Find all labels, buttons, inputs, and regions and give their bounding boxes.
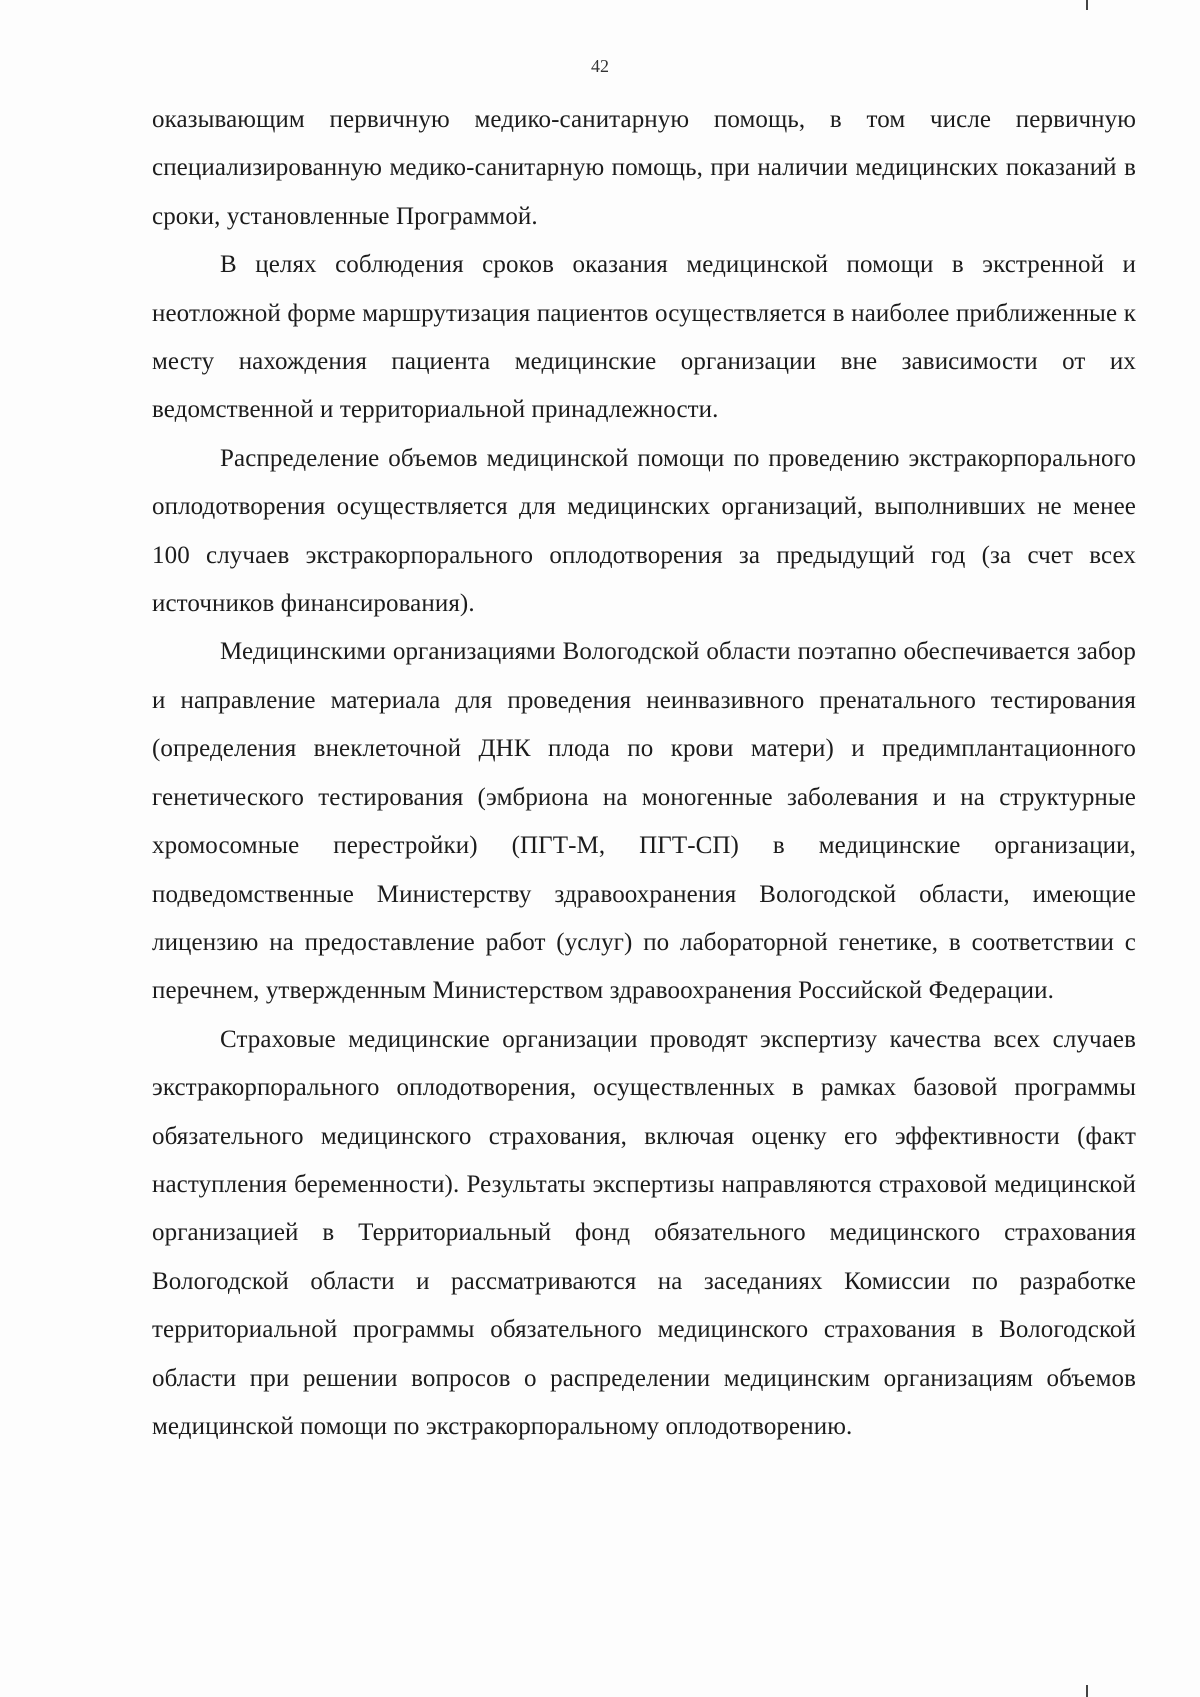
paragraph-ivf-volume-distribution: Распределение объемов медицинской помощи по проведению экстракорпорального оплодотворения осуществляется для медицинских организаций, выполнивших не менее 100 случаев экстракорпорального оплодотворения за предыдущий год (за счет всех источников финансирования).: [152, 444, 1136, 618]
page-number: 42: [591, 56, 609, 76]
document-body: [152, 96, 1136, 1451]
paragraph-routing-continuation: оказывающим первичную медико-санитарную помощь, в том числе первичную специализированную медико-санитарную помощь, при наличии медицинских показаний в сроки, установленные Программой.: [152, 106, 1136, 230]
paragraph-insurance-expertise: Страховые медицинские организации проводят экспертизу качества всех случаев экстракорпорального оплодотворения, осуществленных в рамках базовой программы обязательного медицинского страхования, включая оценку его эффективности (факт наступления беременности). Результаты экспертизы направляются страховой медицинской организацией в Территориальный фонд обязательного медицинского страхования Вологодской области и рассматриваются на заседаниях Комиссии по разработке территориальной программы обязательного медицинского страхования в Вологодской области при решении вопросов о распределении медицинским организациям объемов медицинской помощи по экстракорпоральному оплодотворению.: [152, 1025, 1136, 1440]
scan-edge-mark-top: [1086, 0, 1088, 10]
paragraph-genetic-testing: Медицинскими организациями Вологодской области поэтапно обеспечивается забор и направление материала для проведения неинвазивного пренатального тестирования (определения внеклеточной ДНК плода по крови матери) и предимплантационного генетического тестирования (эмбриона на моногенные заболевания и на структурные хромосомные перестройки) (ПГТ-М, ПГТ-СП) в медицинские организации, подведомственные Министерству здравоохранения Вологодской области, имеющие лицензию на предоставление работ (услуг) по лабораторной генетике, в соответствии с перечнем, утвержденным Министерством здравоохранения Российской Федерации.: [152, 638, 1136, 1005]
paragraph-emergency-routing: В целях соблюдения сроков оказания медицинской помощи в экстренной и неотложной форме маршрутизация пациентов осуществляется в наиболее приближенные к месту нахождения пациента медицинские организации вне зависимости от их ведомственной и территориальной принадлежности.: [152, 251, 1136, 424]
scan-edge-mark-bottom: [1086, 1685, 1088, 1697]
